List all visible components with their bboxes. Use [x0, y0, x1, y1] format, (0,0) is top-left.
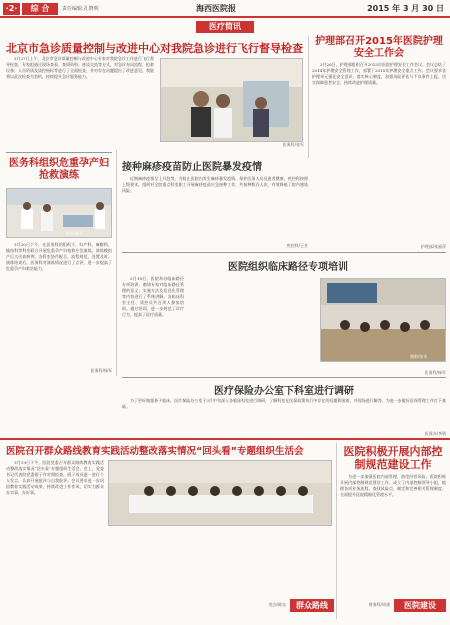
article-4-headline: 接种麻疹疫苗防止医院暴发疫情 — [122, 162, 262, 173]
article-7-headline: 医院召开群众路线教育实践活动整改落实情况“回头看”专题组织生活会 — [6, 446, 304, 457]
article-4-byline: 疾控科/王芳 — [286, 243, 308, 248]
article-5-byline: 医务科/杨军 — [424, 370, 446, 375]
column-tag: 医院建设 — [394, 599, 446, 612]
divider — [6, 152, 112, 153]
article-5-photo — [320, 278, 446, 362]
article-3-headline: 医务科组织危重孕产妇抢救演练 — [9, 158, 109, 181]
article-1-photo — [160, 58, 303, 142]
article-5-headline: 医院组织临床路径专项培训 — [228, 262, 348, 273]
section-separator — [0, 438, 450, 440]
paper-name: 海西医院报 — [196, 4, 236, 13]
article-6-headline: 医疗保险办公室下科室进行调研 — [214, 386, 354, 397]
article-7-body-cont — [108, 530, 216, 610]
article-7-body: 3月19日下午，医院党委召开群众路线教育实践活动整改落实情况“回头看”专题组织生活会。会上，党委书记代表院党委班子作对照检查，班子成员逐一进行个人发言，认真开展批评与自我批评。会议要求进一步巩固教育实践活动成果，持续改进工作作风，切实为群众办实事、办好事。 — [6, 460, 104, 495]
photo-caption: 摄影/张军 — [410, 354, 428, 359]
article-1-body: 3月27日上午，北京市急诊质量控制与改进中心专家对我院急诊工作进行飞行督导检查。专家组通过现场查看、查阅资料、座谈交流等方式，对急诊布局流程、抢救设备、人员资质及质控指标等进行了全面检查，并对存在问题提出了改进意见。我院将以此次检查为契机，持续提升急诊服务能力。 — [6, 56, 154, 79]
article-4-body: 近期麻疹疫情呈上升趋势，为防止医院内发生麻疹暴发疫情，保护医务人员及患者健康，疾控科按照上级要求，组织对全院重点科室职工开展麻疹疫苗应急接种工作，共接种数百人次，有效降低了院内感染风险。 — [122, 176, 308, 193]
column-divider — [116, 150, 117, 376]
article-3-body: 3月20日下午，在医务科的组织下，妇产科、麻醉科、输血科等科室联合开展危重孕产妇抢救应急演练。演练模拟产后大出血病例，各科室协作配合，流程规范，处置及时。演练结束后，医务科对演练情况进行了点评，进一步提高了危重孕产妇救治能力。 — [6, 242, 112, 271]
article-6-body: 为了更好地服务于临床，医疗保险办公室于3月中旬深入各临床科室进行调研，了解科室在医保政策执行中存在的问题和困难，并现场进行解答，为进一步做好医保管理工作打下基础。 — [122, 398, 446, 409]
article-3-byline: 医务科/杨军 — [90, 368, 112, 373]
section-banner: 医疗简讯 — [196, 21, 254, 33]
article-2-byline: 护理部/张丽萍 — [420, 244, 446, 249]
article-3-photo — [6, 188, 112, 238]
article-7-body-cont — [220, 530, 332, 598]
article-8-body: 为进一步加强医院内部管理，防范经营风险，医院积极开展内部控制规范建设工作。成立了内部控制领导小组，梳理各项业务流程，查找风险点，制定和完善相关管理制度，全面提升医院精细化管理水平。 — [340, 474, 446, 497]
article-8-headline: 医院积极开展内部控制规范建设工作 — [343, 445, 443, 471]
article-8-byline: 财务科/周建 — [368, 602, 390, 607]
divider — [122, 377, 446, 378]
column-divider — [336, 443, 337, 619]
photo-caption: 摄影/杨军 — [66, 231, 84, 236]
page-number: ·2· — [3, 3, 20, 15]
article-1-headline: 北京市急诊质量控制与改进中心对我院急诊进行飞行督导检查 — [6, 42, 303, 55]
issue-date: 2015 年 3 月 30 日 — [367, 4, 444, 13]
section-label: 综 合 — [22, 3, 58, 15]
divider — [122, 252, 446, 253]
column-tag: 群众路线 — [290, 599, 334, 612]
column-divider — [308, 36, 309, 158]
article-7-photo — [108, 460, 332, 526]
article-5-body: 3月18日，医院举办临床路径专项培训，邀请专家对临床路径管理的意义、实施方法及信息化管理等内容进行了系统讲解。各临床科室主任、质控员共百余人参加培训。通过培训，进一步规范了诊疗行为，提高了医疗质量。 — [122, 276, 184, 317]
article-2-headline: 护理部召开2015年医院护理安全工作会 — [315, 36, 443, 59]
article-5-body-cont — [188, 276, 248, 368]
article-5-body-cont — [252, 276, 316, 368]
article-2-body: 3月26日，护理部组织召开2015年医院护理安全工作会议。会议总结了2014年护理安全管理工作，部署了2015年护理安全重点工作。会议要求各护理单元强化安全意识，落实核心制度，加强风险评估与不良事件上报，切实保障患者安全，持续改进护理质量。 — [312, 62, 446, 85]
article-6-byline: 医保办/李明 — [424, 431, 446, 436]
article-1-byline: 医务科/张军 — [282, 142, 304, 147]
article-7-byline: 党办/陈东 — [268, 602, 286, 607]
editor-credit: 责任编辑:孔晓明 — [62, 6, 99, 12]
